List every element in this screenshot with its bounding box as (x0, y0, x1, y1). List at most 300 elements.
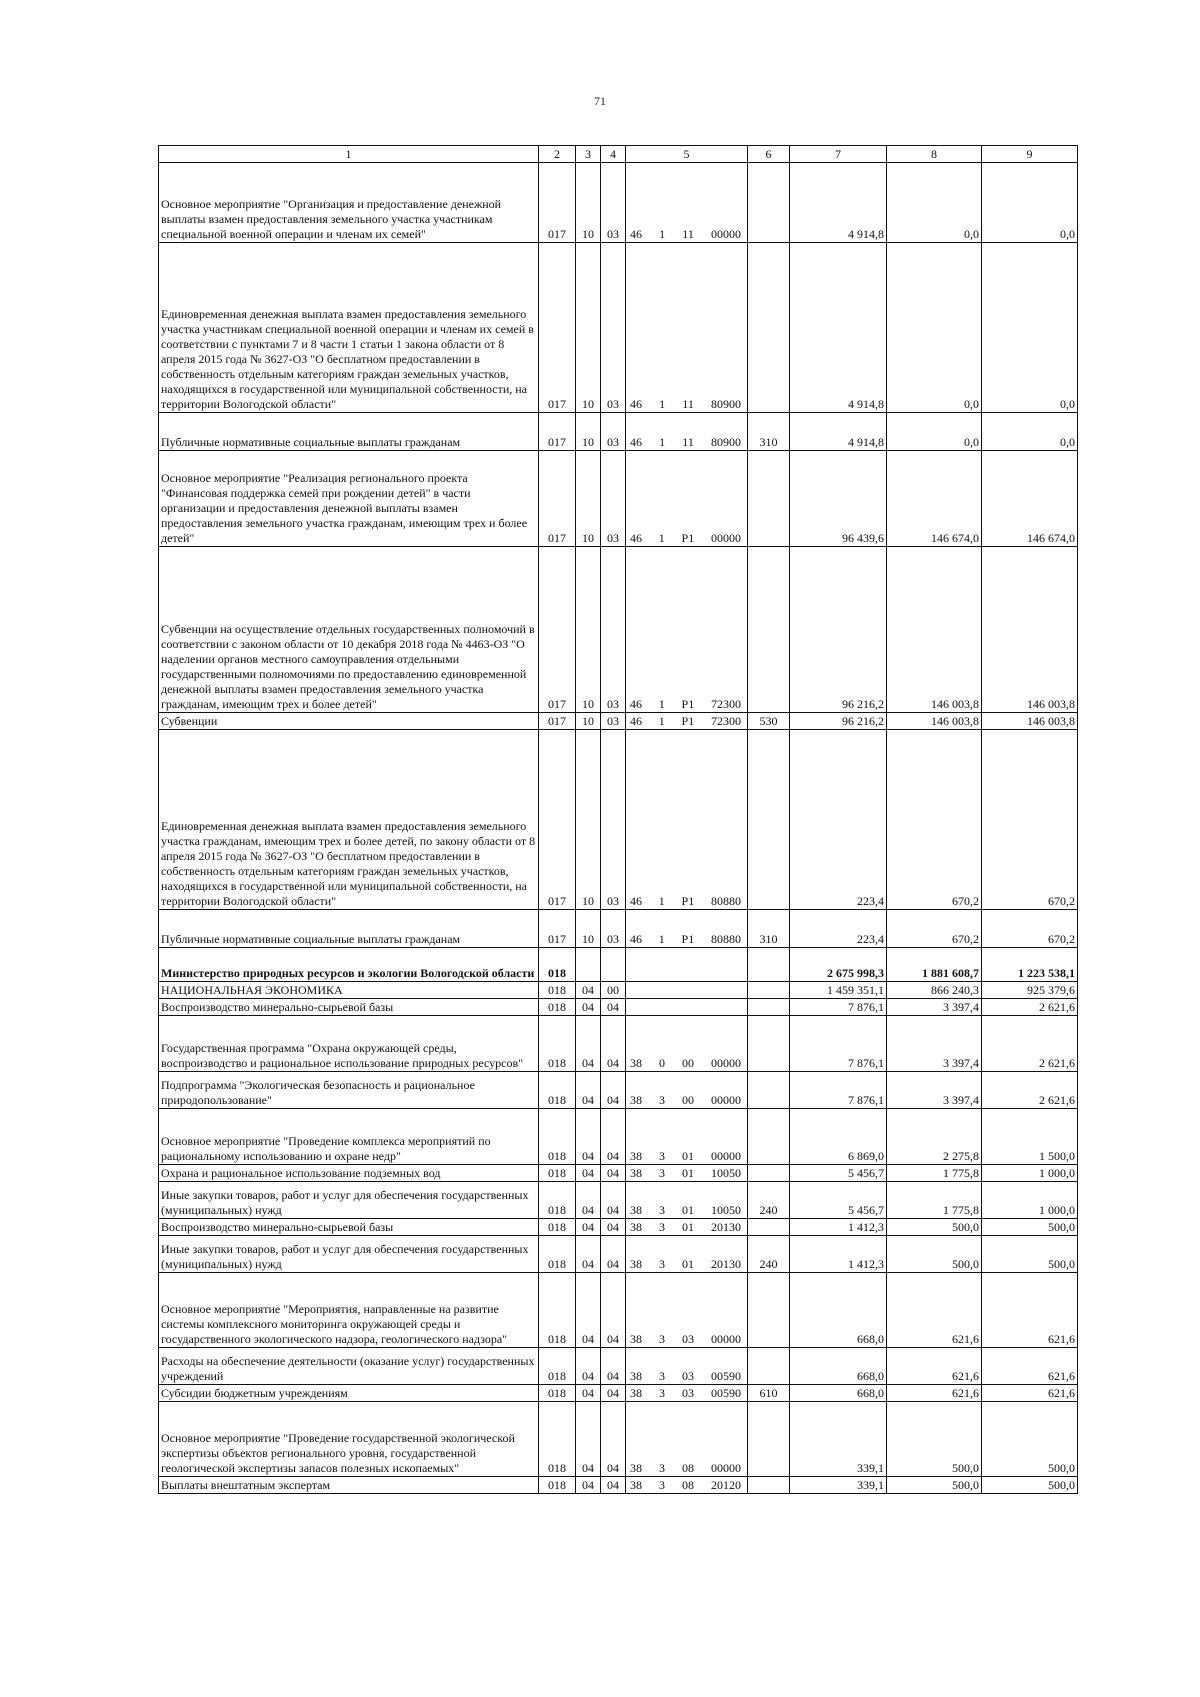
target-article-code (626, 451, 748, 547)
target-article-part: 38 (630, 1149, 642, 1163)
target-article-code (626, 413, 748, 451)
target-article-parts (626, 697, 747, 712)
expense-name: Публичные нормативные социальные выплаты гражданам (159, 910, 539, 948)
target-article-part: 00590 (711, 1386, 741, 1400)
subsection-code: 04 (601, 1072, 626, 1109)
target-article-part: 3 (659, 1369, 665, 1383)
table-row (159, 1402, 1078, 1477)
amount-col7: 5 456,7 (790, 1165, 887, 1182)
amount-col8: 146 674,0 (887, 451, 982, 547)
target-article-part: 46 (630, 397, 642, 411)
subsection-code: 04 (601, 1477, 626, 1494)
section-code: 04 (576, 1016, 601, 1072)
amount-col8: 500,0 (887, 1236, 982, 1273)
ministry-code: 017 (539, 413, 576, 451)
amount-col9: 670,2 (982, 910, 1078, 948)
column-header: 4 (601, 146, 626, 163)
amount-col9: 500,0 (982, 1219, 1078, 1236)
section-code: 04 (576, 1072, 601, 1109)
table-row (159, 163, 1078, 243)
table-row (159, 1477, 1078, 1494)
target-article-part: 00 (682, 1056, 694, 1070)
table-row (159, 1273, 1078, 1348)
expense-name: Иные закупки товаров, работ и услуг для обеспечения государственных (муниципальных) нужд (159, 1236, 539, 1273)
target-article-part: 46 (630, 697, 642, 711)
table-row (159, 1016, 1078, 1072)
amount-col7: 6 869,0 (790, 1109, 887, 1165)
table-row (159, 413, 1078, 451)
amount-col7: 5 456,7 (790, 1182, 887, 1219)
table-row (159, 999, 1078, 1016)
amount-col8: 146 003,8 (887, 713, 982, 730)
table-row (159, 713, 1078, 730)
subsection-code: 04 (601, 1273, 626, 1348)
expense-name: Субвенции на осуществление отдельных государственных полномочий в соответствии с законом области от 10 декабря 2018 года № 4463-ОЗ "О наделении органов местного самоуправления отдельными государственными полномочиями по предоставлению единовременной денежной выплаты взамен предоставления земельного участка гражданам, имеющим трех и более детей" (159, 547, 539, 713)
target-article-code (626, 999, 748, 1016)
expense-type-code (748, 1109, 790, 1165)
target-article-part: P1 (681, 697, 695, 711)
table-row (159, 982, 1078, 999)
expense-name: Основное мероприятие "Организация и предоставление денежной выплаты взамен предоставления земельного участка участникам специальной военной операции и членам их семей" (159, 163, 539, 243)
expense-type-code (748, 1219, 790, 1236)
amount-col9: 500,0 (982, 1402, 1078, 1477)
amount-col9: 621,6 (982, 1348, 1078, 1385)
target-article-part: 46 (630, 714, 642, 728)
target-article-parts (626, 1369, 747, 1384)
amount-col9: 1 000,0 (982, 1182, 1078, 1219)
amount-col9: 146 674,0 (982, 451, 1078, 547)
column-header: 1 (159, 146, 539, 163)
target-article-parts (626, 1093, 747, 1108)
amount-col8: 621,6 (887, 1385, 982, 1402)
section-code: 10 (576, 163, 601, 243)
amount-col9: 2 621,6 (982, 999, 1078, 1016)
amount-col7: 1 459 351,1 (790, 982, 887, 999)
target-article-part: 01 (682, 1203, 694, 1217)
target-article-parts (626, 435, 747, 450)
section-code: 10 (576, 243, 601, 413)
expense-name: Субсидии бюджетным учреждениям (159, 1385, 539, 1402)
section-code (576, 948, 601, 982)
target-article-part: 20130 (711, 1257, 741, 1271)
expense-name: Государственная программа "Охрана окружающей среды, воспроизводство и рациональное использование природных ресурсов" (159, 1016, 539, 1072)
table-row (159, 1165, 1078, 1182)
expense-type-code: 310 (748, 413, 790, 451)
amount-col8: 2 275,8 (887, 1109, 982, 1165)
expense-name: Публичные нормативные социальные выплаты гражданам (159, 413, 539, 451)
amount-col9: 146 003,8 (982, 713, 1078, 730)
ministry-code: 018 (539, 1219, 576, 1236)
ministry-code: 018 (539, 982, 576, 999)
target-article-code (626, 910, 748, 948)
target-article-code (626, 1236, 748, 1273)
expense-type-code (748, 948, 790, 982)
ministry-code: 017 (539, 910, 576, 948)
amount-col7: 7 876,1 (790, 999, 887, 1016)
section-code: 04 (576, 1109, 601, 1165)
table-row (159, 1109, 1078, 1165)
table-row (159, 1385, 1078, 1402)
target-article-code (626, 547, 748, 713)
amount-col8: 0,0 (887, 163, 982, 243)
ministry-code: 018 (539, 1402, 576, 1477)
subsection-code: 03 (601, 713, 626, 730)
target-article-code (626, 1273, 748, 1348)
expense-type-code (748, 547, 790, 713)
target-article-code (626, 1477, 748, 1494)
target-article-part: P1 (681, 531, 695, 545)
amount-col9: 2 621,6 (982, 1016, 1078, 1072)
expense-type-code: 610 (748, 1385, 790, 1402)
target-article-code (626, 1072, 748, 1109)
amount-col7: 1 412,3 (790, 1236, 887, 1273)
subsection-code: 04 (601, 999, 626, 1016)
column-header: 3 (576, 146, 601, 163)
target-article-part: 01 (682, 1149, 694, 1163)
ministry-code: 018 (539, 1385, 576, 1402)
expense-type-code: 240 (748, 1182, 790, 1219)
target-article-part: 3 (659, 1461, 665, 1475)
target-article-part: 1 (658, 932, 665, 946)
target-article-part: 38 (630, 1478, 642, 1492)
target-article-part: 80880 (710, 894, 741, 908)
target-article-part: 00000 (711, 1149, 741, 1163)
target-article-part: 10050 (711, 1166, 741, 1180)
amount-col7: 96 439,6 (790, 451, 887, 547)
amount-col9: 1 500,0 (982, 1109, 1078, 1165)
expense-name: Охрана и рациональное использование подземных вод (159, 1165, 539, 1182)
table-body (159, 146, 1078, 1494)
expense-name: Расходы на обеспечение деятельности (оказание услуг) государственных учреждений (159, 1348, 539, 1385)
ministry-code: 018 (539, 1165, 576, 1182)
target-article-part: 08 (682, 1478, 694, 1492)
target-article-part: 1 (658, 531, 665, 545)
target-article-part: 38 (630, 1257, 642, 1271)
expense-type-code (748, 999, 790, 1016)
target-article-code (626, 1165, 748, 1182)
target-article-part: 3 (659, 1220, 665, 1234)
target-article-parts (626, 1461, 747, 1476)
target-article-part: 1 (659, 435, 666, 449)
section-code: 04 (576, 1348, 601, 1385)
target-article-part: 46 (630, 227, 642, 241)
amount-col8: 621,6 (887, 1348, 982, 1385)
expense-type-code (748, 730, 790, 910)
section-code: 04 (576, 1273, 601, 1348)
target-article-part: 38 (630, 1093, 642, 1107)
subsection-code: 04 (601, 1348, 626, 1385)
table-row (159, 243, 1078, 413)
amount-col7: 96 216,2 (790, 713, 887, 730)
expense-type-code (748, 1273, 790, 1348)
amount-col9: 1 000,0 (982, 1165, 1078, 1182)
expense-name: Воспроизводство минерально-сырьевой базы (159, 1219, 539, 1236)
target-article-part: 00000 (711, 1093, 741, 1107)
amount-col7: 668,0 (790, 1385, 887, 1402)
expense-name: Воспроизводство минерально-сырьевой базы (159, 999, 539, 1016)
target-article-part: 46 (630, 531, 642, 545)
subsection-code: 04 (601, 1016, 626, 1072)
amount-col9: 146 003,8 (982, 547, 1078, 713)
target-article-part: 01 (682, 1166, 694, 1180)
subsection-code: 04 (601, 1236, 626, 1273)
target-article-parts (626, 227, 747, 242)
target-article-code (626, 948, 748, 982)
scan-artifact (1158, 1676, 1160, 1687)
amount-col7: 2 675 998,3 (790, 948, 887, 982)
section-code: 04 (576, 1219, 601, 1236)
ministry-code: 018 (539, 1016, 576, 1072)
expense-type-code (748, 1072, 790, 1109)
amount-col9: 500,0 (982, 1236, 1078, 1273)
target-article-part: 00000 (710, 531, 741, 545)
ministry-code: 017 (539, 730, 576, 910)
table-row (159, 910, 1078, 948)
amount-col7: 668,0 (790, 1348, 887, 1385)
expense-type-code (748, 1016, 790, 1072)
ministry-code: 018 (539, 1477, 576, 1494)
ministry-code: 017 (539, 243, 576, 413)
ministry-code: 017 (539, 713, 576, 730)
target-article-parts (626, 1332, 747, 1347)
target-article-part: 11 (682, 227, 694, 241)
amount-col7: 668,0 (790, 1273, 887, 1348)
ministry-code: 018 (539, 999, 576, 1016)
target-article-parts (626, 714, 747, 729)
amount-col7: 1 412,3 (790, 1219, 887, 1236)
amount-col7: 223,4 (790, 730, 887, 910)
target-article-part: 38 (630, 1461, 642, 1475)
amount-col7: 7 876,1 (790, 1072, 887, 1109)
ministry-code: 018 (539, 1072, 576, 1109)
amount-col8: 0,0 (887, 243, 982, 413)
column-header: 7 (790, 146, 887, 163)
amount-col7: 339,1 (790, 1402, 887, 1477)
amount-col9: 0,0 (982, 163, 1078, 243)
target-article-parts (626, 1149, 747, 1164)
target-article-parts (626, 1166, 747, 1181)
expense-name: Единовременная денежная выплата взамен предоставления земельного участка гражданам, имеющим трех и более детей, по закону области от 8 апреля 2015 года № 3627-ОЗ "О бесплатном предоставлении в собственность отдельным категориям граждан земельных участков, находящихся в государственной или муниципальной собственности, на территории Вологодской области" (159, 730, 539, 910)
amount-col7: 339,1 (790, 1477, 887, 1494)
target-article-part: 11 (682, 435, 694, 449)
target-article-parts (626, 531, 747, 546)
section-code: 04 (576, 982, 601, 999)
target-article-code (626, 982, 748, 999)
expense-name: Подпрограмма "Экологическая безопасность и рациональное природопользование" (159, 1072, 539, 1109)
target-article-part: 10050 (711, 1203, 741, 1217)
target-article-parts (626, 894, 747, 909)
target-article-part: 72300 (710, 697, 741, 711)
section-code: 10 (576, 730, 601, 910)
subsection-code: 03 (601, 413, 626, 451)
table-row (159, 948, 1078, 982)
expense-type-code (748, 1348, 790, 1385)
target-article-parts (626, 1257, 747, 1272)
target-article-part: 1 (658, 697, 665, 711)
column-header: 8 (887, 146, 982, 163)
target-article-part: 38 (630, 1386, 642, 1400)
target-article-part: 46 (630, 894, 642, 908)
target-article-part: 72300 (710, 714, 741, 728)
amount-col7: 4 914,8 (790, 413, 887, 451)
target-article-part: 38 (630, 1166, 642, 1180)
expense-type-code: 240 (748, 1236, 790, 1273)
page-number: 71 (594, 94, 606, 108)
subsection-code: 04 (601, 1385, 626, 1402)
expense-name: Основное мероприятие "Проведение комплекса мероприятий по рациональному использованию и охране недр" (159, 1109, 539, 1165)
amount-col8: 500,0 (887, 1477, 982, 1494)
target-article-part: 00590 (711, 1369, 741, 1383)
target-article-part: 3 (659, 1386, 665, 1400)
column-header: 2 (539, 146, 576, 163)
target-article-parts (626, 1220, 747, 1235)
expense-type-code: 310 (748, 910, 790, 948)
amount-col8: 500,0 (887, 1219, 982, 1236)
amount-col8: 866 240,3 (887, 982, 982, 999)
budget-table (158, 145, 1078, 1494)
subsection-code: 03 (601, 547, 626, 713)
section-code: 10 (576, 451, 601, 547)
ministry-code: 018 (539, 1273, 576, 1348)
target-article-part: 00000 (711, 1332, 741, 1346)
header-row (159, 146, 1078, 163)
amount-col9: 500,0 (982, 1477, 1078, 1494)
subsection-code: 04 (601, 1402, 626, 1477)
amount-col8: 3 397,4 (887, 1072, 982, 1109)
target-article-part: 03 (682, 1369, 694, 1383)
expense-type-code (748, 451, 790, 547)
target-article-part: 3 (659, 1166, 665, 1180)
subsection-code: 04 (601, 1182, 626, 1219)
target-article-parts (626, 1386, 747, 1401)
section-code: 04 (576, 1477, 601, 1494)
amount-col8: 1 775,8 (887, 1182, 982, 1219)
target-article-part: 01 (682, 1257, 694, 1271)
table-row (159, 1182, 1078, 1219)
column-header: 5 (626, 146, 748, 163)
target-article-part: 38 (630, 1220, 642, 1234)
subsection-code: 03 (601, 910, 626, 948)
expense-name: Единовременная денежная выплата взамен предоставления земельного участка участникам специальной военной операции и членам их семей в соответствии с пунктами 7 и 8 части 1 статьи 1 закона области от 8 апреля 2015 года № 3627-ОЗ "О бесплатном предоставлении в собственность отдельным категориям граждан земельных участков, находящихся в государственной или муниципальной собственности, на территории Вологодской области" (159, 243, 539, 413)
target-article-part: 38 (630, 1369, 642, 1383)
expense-name: Основное мероприятие "Мероприятия, направленные на развитие системы комплексного мониторинга окружающей среды и государственного экологического надзора, геологического надзора" (159, 1273, 539, 1348)
target-article-part: 46 (630, 435, 642, 449)
target-article-part: 1 (658, 714, 665, 728)
section-code: 10 (576, 547, 601, 713)
target-article-code (626, 1402, 748, 1477)
expense-name: Министерство природных ресурсов и экологии Вологодской области (159, 948, 539, 982)
table-row (159, 547, 1078, 713)
target-article-parts (626, 932, 747, 947)
target-article-part: P1 (681, 894, 695, 908)
ministry-code: 018 (539, 1236, 576, 1273)
target-article-part: 3 (659, 1203, 665, 1217)
subsection-code: 03 (601, 451, 626, 547)
subsection-code: 04 (601, 1165, 626, 1182)
expense-type-code (748, 982, 790, 999)
expense-name: Субвенции (159, 713, 539, 730)
target-article-part: 3 (659, 1093, 665, 1107)
target-article-part: 1 (659, 397, 666, 411)
target-article-part: 20130 (711, 1220, 741, 1234)
ministry-code: 017 (539, 163, 576, 243)
section-code: 10 (576, 713, 601, 730)
target-article-part: 3 (659, 1257, 665, 1271)
section-code: 04 (576, 1236, 601, 1273)
target-article-part: 80880 (710, 932, 741, 946)
target-article-part: 00000 (711, 1056, 741, 1070)
ministry-code: 018 (539, 948, 576, 982)
target-article-part: 46 (630, 932, 642, 946)
expense-type-code (748, 1402, 790, 1477)
ministry-code: 018 (539, 1348, 576, 1385)
expense-name: Выплаты внештатным экспертам (159, 1477, 539, 1494)
expense-name: Основное мероприятие "Проведение государственной экологической экспертизы объектов регионального уровня, государственной геологической экспертизы запасов полезных ископаемых" (159, 1402, 539, 1477)
target-article-part: 00 (682, 1093, 694, 1107)
amount-col8: 146 003,8 (887, 547, 982, 713)
target-article-part: P1 (681, 932, 695, 946)
section-code: 10 (576, 413, 601, 451)
expense-name: Иные закупки товаров, работ и услуг для обеспечения государственных (муниципальных) нужд (159, 1182, 539, 1219)
amount-col7: 223,4 (790, 910, 887, 948)
amount-col9: 670,2 (982, 730, 1078, 910)
amount-col9: 925 379,6 (982, 982, 1078, 999)
amount-col8: 621,6 (887, 1273, 982, 1348)
amount-col9: 621,6 (982, 1385, 1078, 1402)
ministry-code: 017 (539, 547, 576, 713)
subsection-code: 03 (601, 243, 626, 413)
target-article-part: 38 (630, 1056, 642, 1070)
amount-col8: 1 881 608,7 (887, 948, 982, 982)
ministry-code: 017 (539, 451, 576, 547)
target-article-part: 3 (659, 1332, 665, 1346)
target-article-part: 03 (682, 1386, 694, 1400)
expense-type-code (748, 243, 790, 413)
expense-type-code (748, 1165, 790, 1182)
table-row (159, 1348, 1078, 1385)
target-article-part: 3 (659, 1149, 665, 1163)
section-code: 10 (576, 910, 601, 948)
section-code: 04 (576, 1402, 601, 1477)
amount-col9: 0,0 (982, 243, 1078, 413)
target-article-code (626, 1109, 748, 1165)
target-article-code (626, 243, 748, 413)
section-code: 04 (576, 1385, 601, 1402)
amount-col8: 3 397,4 (887, 999, 982, 1016)
target-article-part: P1 (681, 714, 695, 728)
section-code: 04 (576, 999, 601, 1016)
target-article-part: 03 (682, 1332, 694, 1346)
amount-col9: 621,6 (982, 1273, 1078, 1348)
target-article-code (626, 1016, 748, 1072)
target-article-part: 1 (658, 894, 665, 908)
target-article-part: 01 (682, 1220, 694, 1234)
amount-col8: 670,2 (887, 910, 982, 948)
amount-col9: 2 621,6 (982, 1072, 1078, 1109)
target-article-parts (626, 1203, 747, 1218)
target-article-part: 20120 (711, 1478, 741, 1492)
expense-type-code: 530 (748, 713, 790, 730)
amount-col7: 4 914,8 (790, 243, 887, 413)
target-article-code (626, 730, 748, 910)
target-article-part: 3 (659, 1478, 665, 1492)
amount-col9: 1 223 538,1 (982, 948, 1078, 982)
subsection-code: 04 (601, 1219, 626, 1236)
target-article-code (626, 1385, 748, 1402)
target-article-code (626, 163, 748, 243)
section-code: 04 (576, 1182, 601, 1219)
ministry-code: 018 (539, 1109, 576, 1165)
